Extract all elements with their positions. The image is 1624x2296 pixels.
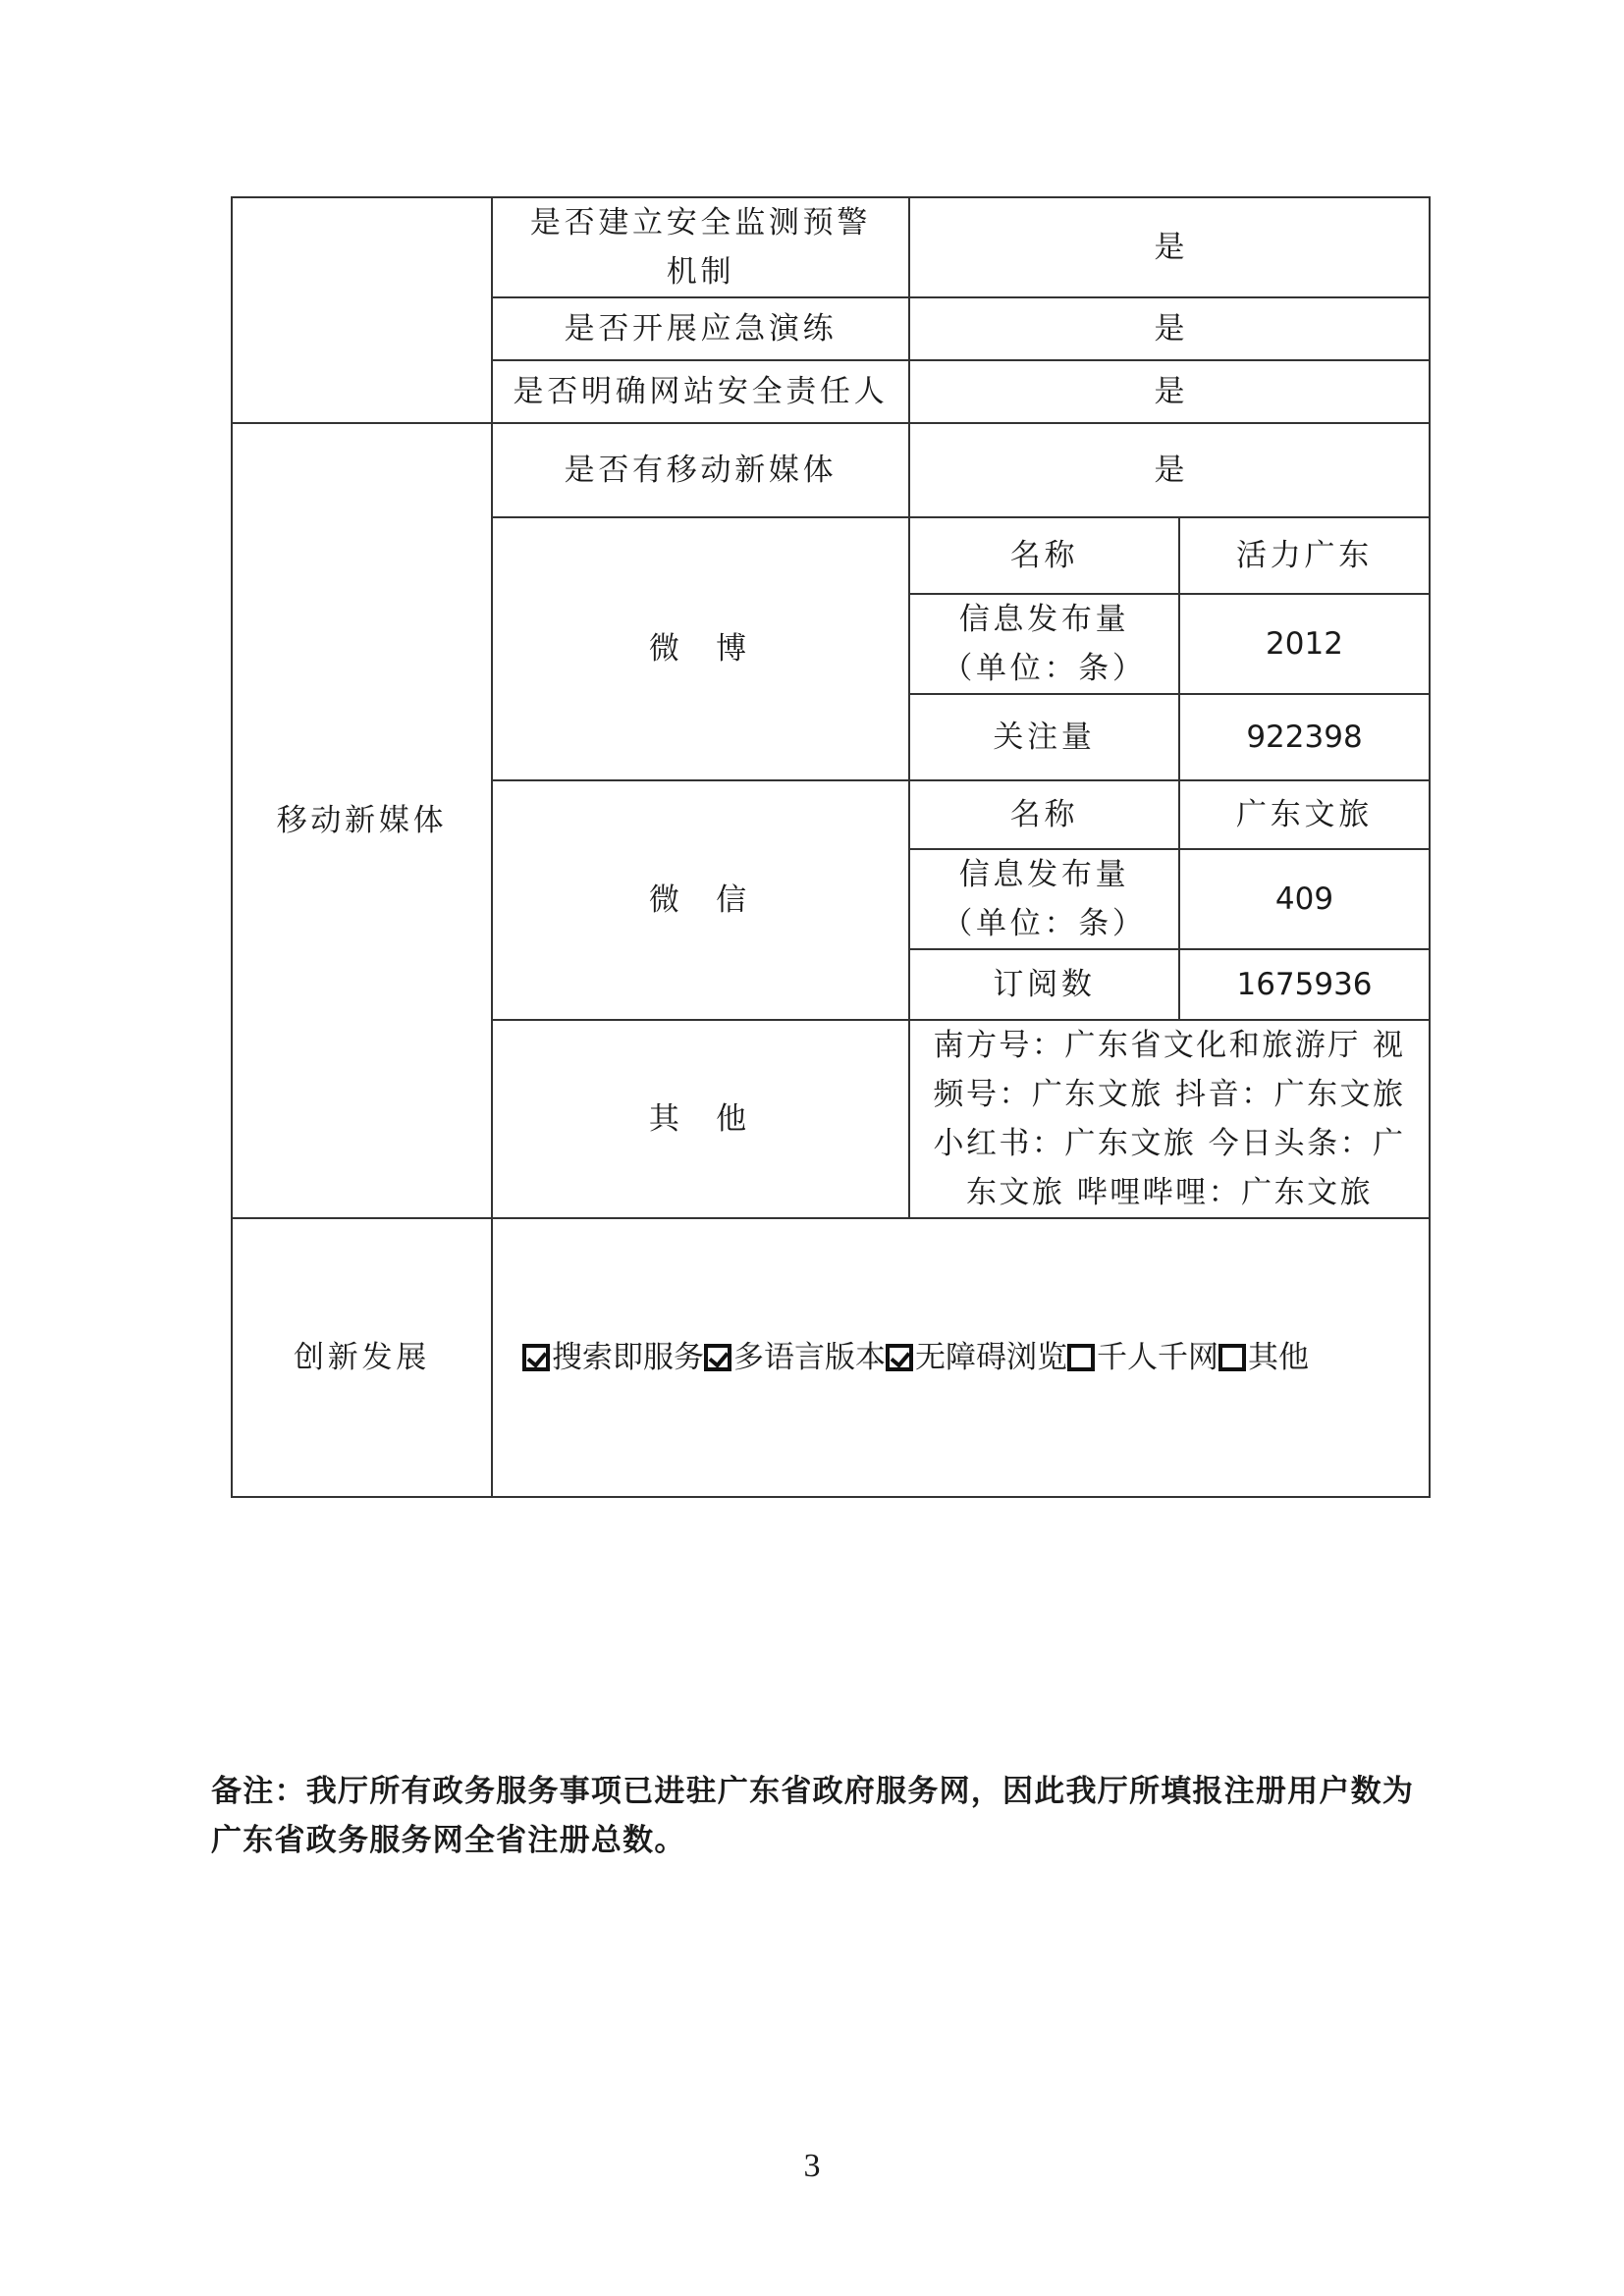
other-media-line: 小红书：广东文旅 今日头条：广 [933, 1126, 1406, 1161]
other-media-line: 频号：广东文旅 抖音：广东文旅 [933, 1077, 1406, 1112]
weibo-followers-value: 922398 [1179, 694, 1430, 780]
checkbox-icon[interactable] [886, 1344, 913, 1371]
mobile-section-label: 移动新媒体 [232, 423, 492, 1218]
innovation-option[interactable]: 多语言版本 [704, 1333, 886, 1382]
report-table [231, 196, 1431, 1498]
weibo-label: 微博 [492, 517, 909, 780]
checkbox-icon[interactable] [522, 1344, 550, 1371]
weibo-volume-value: 2012 [1179, 594, 1430, 694]
weibo-name-value: 活力广东 [1179, 517, 1430, 594]
other-media-line: 东文旅 哔哩哔哩：广东文旅 [965, 1175, 1374, 1210]
other-media-line: 南方号：广东省文化和旅游厅 视 [933, 1028, 1406, 1063]
innovation-option[interactable]: 千人千网 [1067, 1333, 1218, 1382]
footnote: 备注：我厅所有政务服务事项已进驻广东省政府服务网，因此我厅所填报注册用户数为广东省政务服务网全省注册总数。 [211, 1774, 1415, 1858]
wechat-volume-label: 信息发布量 （单位：条） [909, 849, 1179, 949]
responsible-value: 是 [909, 360, 1430, 423]
weibo-followers-label: 关注量 [909, 694, 1179, 780]
other-media-list [909, 1020, 1430, 1218]
checkbox-icon[interactable] [1067, 1344, 1095, 1371]
wechat-volume-value: 409 [1179, 849, 1430, 949]
has-media-value: 是 [909, 423, 1430, 517]
checkbox-icon[interactable] [1218, 1344, 1246, 1371]
wechat-name-label: 名称 [909, 780, 1179, 849]
innovation-options [492, 1218, 1430, 1497]
wechat-label: 微信 [492, 780, 909, 1020]
checkbox-icon[interactable] [704, 1344, 731, 1371]
has-media-label: 是否有移动新媒体 [492, 423, 909, 517]
wechat-name-value: 广东文旅 [1179, 780, 1430, 849]
responsible-label: 是否明确网站安全责任人 [492, 360, 909, 423]
other-label: 其他 [492, 1020, 909, 1218]
innovation-option[interactable]: 无障碍浏览 [886, 1333, 1067, 1382]
wechat-subscribers-label: 订阅数 [909, 949, 1179, 1020]
drill-label: 是否开展应急演练 [492, 297, 909, 360]
weibo-volume-label: 信息发布量 （单位：条） [909, 594, 1179, 694]
monitoring-label: 是否建立安全监测预警 机制 [492, 197, 909, 297]
weibo-name-label: 名称 [909, 517, 1179, 594]
wechat-subscribers-value: 1675936 [1179, 949, 1430, 1020]
innovation-option[interactable]: 其他 [1218, 1333, 1309, 1382]
page-number: 3 [803, 2148, 821, 2184]
innovation-option[interactable]: 搜索即服务 [522, 1333, 704, 1382]
innovation-section-label: 创新发展 [232, 1218, 492, 1497]
drill-value: 是 [909, 297, 1430, 360]
security-section-cell [232, 197, 492, 423]
monitoring-value: 是 [909, 197, 1430, 297]
